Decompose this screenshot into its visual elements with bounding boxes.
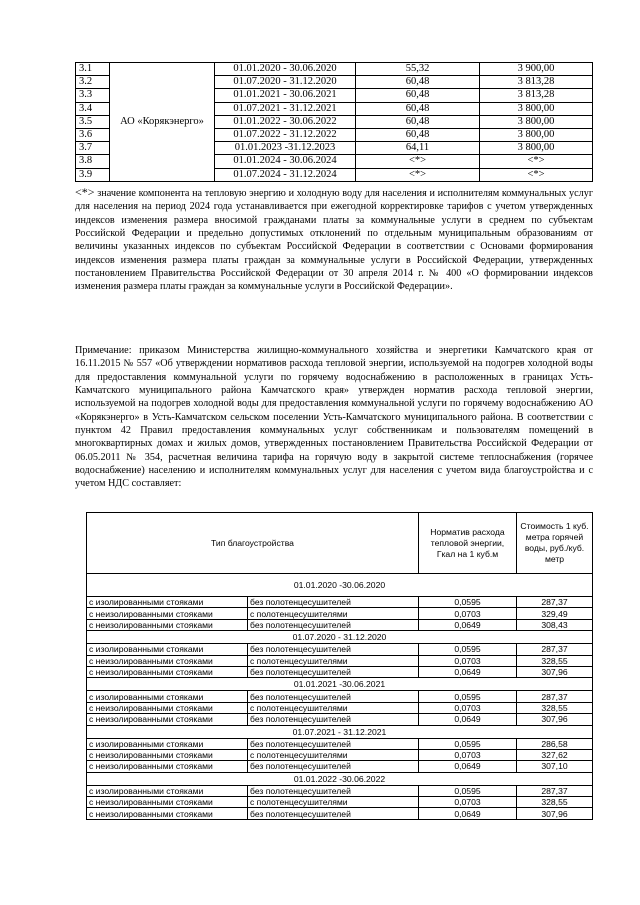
norm-value: 0,0649 [419,808,517,819]
cost-value: 287,37 [517,644,593,655]
norm-value: 0,0649 [419,666,517,677]
tariff-table [75,62,593,182]
row-period: 01.07.2020 - 31.12.2020 [215,76,356,89]
riser-type: с изолированными стояками [87,597,248,608]
row-period: 01.01.2020 - 30.06.2020 [215,63,356,76]
footnote-mark: <*> [75,185,95,199]
row-tariff: 3 900,00 [480,63,593,76]
riser-type: с неизолированными стояками [87,666,248,677]
towel-dryer: без полотенцесушителей [248,714,419,725]
norm-value: 0,0703 [419,608,517,619]
riser-type: с неизолированными стояками [87,749,248,760]
period-row [87,725,593,738]
norm-row [87,749,593,760]
row-component: 60,48 [356,115,480,128]
row-component: <*> [356,155,480,168]
cost-value: 287,37 [517,785,593,796]
towel-dryer: с полотенцесушителями [248,797,419,808]
towel-dryer: без полотенцесушителей [248,597,419,608]
row-number: 3.5 [76,115,110,128]
norm-row [87,797,593,808]
row-component: 55,32 [356,63,480,76]
riser-type: с неизолированными стояками [87,655,248,666]
row-component: 60,48 [356,102,480,115]
cost-value: 328,55 [517,797,593,808]
note-paragraph: Примечание: приказом Министерства жилищно-коммунального хозяйства и энергетики Камчатского края от 16.11.2015 № 557 «Об утверждении нормативов расхода тепловой энергии, используемой на подогрев холодной воды для предоставления коммунальной услуги по горячему водоснабжению в расположенных в границах Усть-Камчатского муниципального района Камчатского края» утвержден норматив расхода тепловой энергии, используемой на подогрев холодной воды для предоставления коммунальной услуги по горячему водоснабжению АО «Корякэнерго» в Усть-Камчатском сельском поселении Усть-Камчатского муниципального района. В соответствии с пунктом 42 Правил предоставления коммунальных услуг собственникам и пользователям помещений в многоквартирных домах и жилых домов, утвержденных постановлением Правительства Российской Федерации от 06.05.2011 № 354, расчетная величина тарифа на горячую воду в закрытой системе теплоснабжения (горячее водоснабжение) населению и исполнителям коммунальных услуг для населения с учетом вида благоустройства и с учетом НДС составляет: [75,345,593,490]
norm-row [87,655,593,666]
norm-row [87,644,593,655]
riser-type: с изолированными стояками [87,691,248,702]
footnote-paragraph [75,186,593,294]
riser-type: с неизолированными стояками [87,761,248,772]
norm-value: 0,0703 [419,702,517,713]
riser-type: с изолированными стояками [87,785,248,796]
norm-table-header-row [87,513,593,574]
period-row [87,574,593,597]
norm-row [87,619,593,630]
norm-value: 0,0595 [419,785,517,796]
norm-row [87,808,593,819]
riser-type: с неизолированными стояками [87,797,248,808]
row-number: 3.3 [76,89,110,102]
norm-value: 0,0703 [419,655,517,666]
norm-row [87,761,593,772]
norm-row [87,666,593,677]
towel-dryer: без полотенцесушителей [248,785,419,796]
towel-dryer: без полотенцесушителей [248,738,419,749]
footnote-text: значение компонента на тепловую энергию и холодную воду для населения и исполнителям коммунальных услуг для населения на период 2024 года устанавливается при ежегодной корректировке тарифов с учетом утвержденных индексов изменения размера вносимой гражданами платы за коммунальные услуги в среднем по субъектам Российской Федерации и предельно допустимых отклонений по отдельным муниципальным образованиям от величины указанных индексов по субъектам Российской Федерации в соответствии с Основами формирования индексов изменения размера платы граждан за коммунальные услуги в Российской Федерации, утвержденных постановлением Правительства Российской Федерации от 30 апреля 2014 г. № 400 «О формировании индексов изменения размера платы граждан за коммунальные услуги в Российской Федерации». [75,188,593,293]
norm-value: 0,0703 [419,797,517,808]
row-number: 3.8 [76,155,110,168]
norm-row [87,597,593,608]
row-number: 3.2 [76,76,110,89]
norm-table-body [87,513,593,820]
cost-value: 286,58 [517,738,593,749]
row-period: 01.07.2024 - 31.12.2024 [215,168,356,181]
norm-value: 0,0595 [419,644,517,655]
towel-dryer: без полотенцесушителей [248,644,419,655]
norm-value: 0,0649 [419,761,517,772]
riser-type: с неизолированными стояками [87,714,248,725]
towel-dryer: без полотенцесушителей [248,666,419,677]
norm-value: 0,0595 [419,691,517,702]
header-norm: Норматив расхода тепловой энергии, Гкал на 1 куб.м [419,513,517,574]
cost-value: 287,37 [517,691,593,702]
period-row [87,772,593,785]
riser-type: с неизолированными стояками [87,808,248,819]
row-period: 01.01.2024 - 30.06.2024 [215,155,356,168]
norm-table [86,512,593,820]
row-tariff: 3 800,00 [480,128,593,141]
cost-value: 307,96 [517,808,593,819]
row-tariff: 3 800,00 [480,102,593,115]
row-tariff: 3 800,00 [480,142,593,155]
norm-row [87,608,593,619]
towel-dryer: с полотенцесушителями [248,702,419,713]
towel-dryer: без полотенцесушителей [248,691,419,702]
row-component: 60,48 [356,128,480,141]
norm-row [87,738,593,749]
row-number: 3.4 [76,102,110,115]
norm-value: 0,0595 [419,738,517,749]
row-tariff: <*> [480,155,593,168]
cost-value: 328,55 [517,702,593,713]
period-label: 01.01.2020 -30.06.2020 [87,574,593,597]
cost-value: 287,37 [517,597,593,608]
header-cost: Стоимость 1 куб. метра горячей воды, руб./куб. метр [517,513,593,574]
norm-row [87,785,593,796]
norm-row [87,702,593,713]
tariff-row [76,63,593,76]
row-period: 01.01.2023 -31.12.2023 [215,142,356,155]
riser-type: с неизолированными стояками [87,702,248,713]
row-number: 3.1 [76,63,110,76]
row-tariff: 3 813,28 [480,89,593,102]
period-label: 01.01.2022 -30.06.2022 [87,772,593,785]
row-number: 3.7 [76,142,110,155]
towel-dryer: с полотенцесушителями [248,608,419,619]
cost-value: 307,96 [517,666,593,677]
row-component: 60,48 [356,76,480,89]
row-period: 01.01.2021 - 30.06.2021 [215,89,356,102]
cost-value: 329,49 [517,608,593,619]
norm-value: 0,0595 [419,597,517,608]
cost-value: 327,62 [517,749,593,760]
riser-type: с неизолированными стояками [87,619,248,630]
row-number: 3.6 [76,128,110,141]
norm-value: 0,0703 [419,749,517,760]
row-tariff: 3 800,00 [480,115,593,128]
norm-row [87,691,593,702]
riser-type: с изолированными стояками [87,644,248,655]
cost-value: 307,96 [517,714,593,725]
row-component: 64,11 [356,142,480,155]
towel-dryer: без полотенцесушителей [248,761,419,772]
cost-value: 308,43 [517,619,593,630]
period-label: 01.07.2020 - 31.12.2020 [87,631,593,644]
row-tariff: <*> [480,168,593,181]
norm-row [87,714,593,725]
towel-dryer: с полотенцесушителями [248,749,419,760]
organization-name: АО «Корякэнерго» [110,63,215,182]
row-period: 01.01.2022 - 30.06.2022 [215,115,356,128]
header-type: Тип благоустройства [87,513,419,574]
period-row [87,678,593,691]
row-component: <*> [356,168,480,181]
norm-value: 0,0649 [419,714,517,725]
norm-value: 0,0649 [419,619,517,630]
cost-value: 328,55 [517,655,593,666]
towel-dryer: без полотенцесушителей [248,619,419,630]
towel-dryer: с полотенцесушителями [248,655,419,666]
towel-dryer: без полотенцесушителей [248,808,419,819]
period-label: 01.01.2021 -30.06.2021 [87,678,593,691]
row-period: 01.07.2022 - 31.12.2022 [215,128,356,141]
row-component: 60,48 [356,89,480,102]
riser-type: с неизолированными стояками [87,608,248,619]
period-label: 01.07.2021 - 31.12.2021 [87,725,593,738]
row-period: 01.07.2021 - 31.12.2021 [215,102,356,115]
row-tariff: 3 813,28 [480,76,593,89]
row-number: 3.9 [76,168,110,181]
period-row [87,631,593,644]
cost-value: 307,10 [517,761,593,772]
tariff-table-body [76,63,593,182]
riser-type: с изолированными стояками [87,738,248,749]
